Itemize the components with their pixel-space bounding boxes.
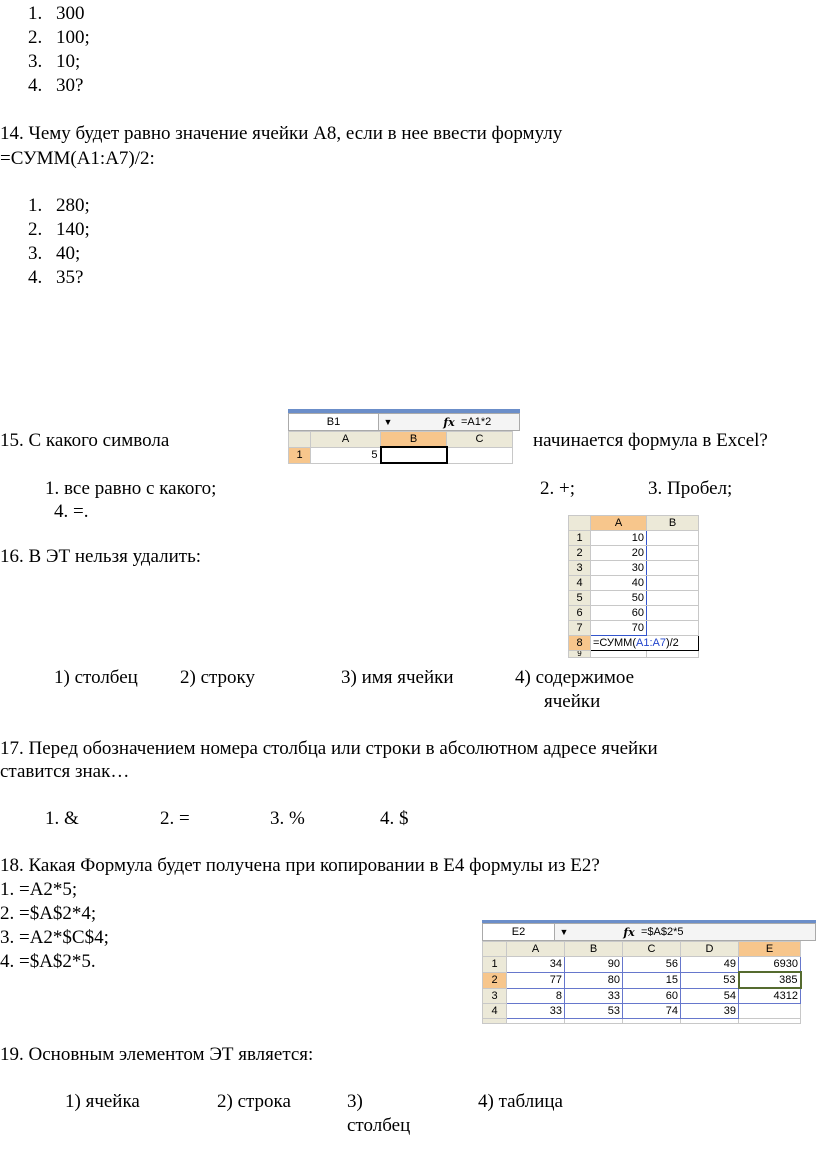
- cell-c5[interactable]: [623, 1019, 681, 1024]
- cell-e5[interactable]: [739, 1019, 801, 1024]
- q19-question: 19. Основным элементом ЭТ является:: [0, 1044, 314, 1065]
- fx-icon[interactable]: fx: [623, 925, 635, 939]
- cell-d4[interactable]: 39: [681, 1004, 739, 1019]
- q19-opt4: 4) таблица: [478, 1091, 563, 1112]
- q14-opt2-text: 140;: [56, 219, 90, 240]
- row-header-1[interactable]: 1: [483, 957, 507, 973]
- col-header-c[interactable]: C: [447, 432, 513, 448]
- cell-b1[interactable]: 90: [565, 957, 623, 973]
- cell-b6[interactable]: [647, 606, 699, 621]
- cell-a2[interactable]: 20: [591, 546, 647, 561]
- cell-b2[interactable]: [647, 546, 699, 561]
- cell-a2[interactable]: 77: [507, 972, 565, 988]
- cell-b7[interactable]: [647, 621, 699, 636]
- row-header-5[interactable]: 5: [569, 591, 591, 606]
- row-header-4[interactable]: 4: [569, 576, 591, 591]
- corner-cell[interactable]: [569, 516, 591, 531]
- q18-opt3: 3. =А2*$С$4;: [0, 927, 109, 948]
- q15-opt1: 1. все равно с какого;: [45, 478, 217, 499]
- cell-a6[interactable]: 60: [591, 606, 647, 621]
- q16-question: 16. В ЭТ нельзя удалить:: [0, 546, 202, 567]
- col-header-a[interactable]: A: [591, 516, 647, 531]
- q14-opt1-text: 280;: [56, 195, 90, 216]
- cell-e4[interactable]: [739, 1004, 801, 1019]
- row-header-4[interactable]: 4: [483, 1004, 507, 1019]
- q13-opt1-num: 1.: [28, 3, 43, 24]
- col-header-b[interactable]: B: [647, 516, 699, 531]
- cell-c4[interactable]: 74: [623, 1004, 681, 1019]
- q16-opt2: 2) строку: [180, 667, 256, 688]
- q17-question-line2: ставится знак…: [0, 761, 130, 782]
- cell-c1[interactable]: 56: [623, 957, 681, 973]
- q13-opt2-num: 2.: [28, 27, 43, 48]
- row-header-8[interactable]: 8: [569, 636, 591, 651]
- corner-cell[interactable]: [483, 942, 507, 957]
- name-box[interactable]: B1: [289, 414, 379, 430]
- cell-e2-active[interactable]: 385: [739, 972, 801, 988]
- cell-e3[interactable]: 4312: [739, 988, 801, 1004]
- cell-b3[interactable]: [647, 561, 699, 576]
- cell-b2[interactable]: 80: [565, 972, 623, 988]
- cell-d3[interactable]: 54: [681, 988, 739, 1004]
- q18-question: 18. Какая Формула будет получена при копировании в Е4 формулы из Е2?: [0, 855, 600, 876]
- cell-a7[interactable]: 70: [591, 621, 647, 636]
- cell-b4[interactable]: 53: [565, 1004, 623, 1019]
- q14-opt3-num: 3.: [28, 243, 43, 264]
- q18-opt1: 1. =А2*5;: [0, 879, 78, 900]
- q16-opt1: 1) столбец: [54, 667, 138, 688]
- cell-a4[interactable]: 33: [507, 1004, 565, 1019]
- row-header-3[interactable]: 3: [483, 988, 507, 1004]
- cell-c3[interactable]: 60: [623, 988, 681, 1004]
- cell-b3[interactable]: 33: [565, 988, 623, 1004]
- col-header-b[interactable]: B: [381, 432, 447, 448]
- sheet-grid: [288, 431, 513, 464]
- q15-opt4: 4. =.: [54, 501, 89, 522]
- formula-part-3: )/2: [665, 637, 679, 649]
- formula-bar: [482, 923, 816, 941]
- row-header-5-partial[interactable]: [483, 1019, 507, 1024]
- row-header-2[interactable]: 2: [483, 972, 507, 988]
- q17-question-line1: 17. Перед обозначением номера столбца или строки в абсолютном адресе ячейки: [0, 738, 658, 759]
- cell-d2[interactable]: 53: [681, 972, 739, 988]
- q14-opt4-text: 35?: [56, 267, 84, 288]
- col-header-c[interactable]: C: [623, 942, 681, 957]
- dropdown-arrow-icon[interactable]: ▼: [383, 417, 393, 427]
- q16-opt4: 4) содержимое: [515, 667, 635, 688]
- dropdown-arrow-icon[interactable]: ▼: [559, 927, 569, 937]
- formula-part-1: =СУММ(: [593, 637, 636, 649]
- q13-opt1-text: 300: [56, 3, 85, 24]
- q19-opt3-line2: столбец: [347, 1115, 411, 1136]
- q14-opt3-text: 40;: [56, 243, 81, 264]
- q13-opt3-num: 3.: [28, 51, 43, 72]
- excel-screenshot-1: [288, 409, 520, 464]
- q16-opt4-line2: ячейки: [544, 691, 601, 712]
- cell-b5[interactable]: [565, 1019, 623, 1024]
- col-header-b[interactable]: B: [565, 942, 623, 957]
- row-header-7[interactable]: 7: [569, 621, 591, 636]
- row-header-3[interactable]: 3: [569, 561, 591, 576]
- q15-question-left: 15. С какого символа: [0, 430, 170, 451]
- cell-a1[interactable]: 10: [591, 531, 647, 546]
- q19-opt3: 3): [347, 1091, 363, 1112]
- q14-opt2-num: 2.: [28, 219, 43, 240]
- cell-b4[interactable]: [647, 576, 699, 591]
- q13-opt4-text: 30?: [56, 75, 84, 96]
- q17-opt1: 1. &: [45, 808, 79, 829]
- row-header-2[interactable]: 2: [569, 546, 591, 561]
- corner-cell[interactable]: [289, 432, 311, 448]
- q16-opt3: 3) имя ячейки: [341, 667, 454, 688]
- formula-range-ref: A1:A7: [635, 637, 666, 649]
- q13-opt4-num: 4.: [28, 75, 43, 96]
- formula-text[interactable]: =A1*2: [461, 416, 492, 428]
- q17-opt4: 4. $: [380, 808, 409, 829]
- cell-a5[interactable]: [507, 1019, 565, 1024]
- col-header-a[interactable]: A: [507, 942, 565, 957]
- excel-screenshot-2: [568, 515, 708, 658]
- cell-c2[interactable]: 15: [623, 972, 681, 988]
- cell-b1[interactable]: [647, 531, 699, 546]
- cell-a3[interactable]: 8: [507, 988, 565, 1004]
- q18-opt2: 2. =$А$2*4;: [0, 903, 97, 924]
- col-header-a[interactable]: A: [311, 432, 381, 448]
- q15-question-right: начинается формула в Excel?: [533, 430, 768, 451]
- excel-screenshot-3: [482, 920, 816, 1024]
- sheet-grid: [482, 941, 802, 1024]
- q15-opt3: 3. Пробел;: [648, 478, 733, 499]
- row-header-1[interactable]: 1: [289, 447, 311, 463]
- cell-c1[interactable]: [447, 447, 513, 463]
- q17-opt2: 2. =: [160, 808, 190, 829]
- cell-a4[interactable]: 40: [591, 576, 647, 591]
- q19-opt2: 2) строка: [217, 1091, 291, 1112]
- q14-opt4-num: 4.: [28, 267, 43, 288]
- q14-question-line2: =СУММ(А1:А7)/2:: [0, 148, 155, 169]
- q13-opt2-text: 100;: [56, 27, 90, 48]
- cell-a3[interactable]: 30: [591, 561, 647, 576]
- q17-opt3: 3. %: [270, 808, 305, 829]
- col-header-e[interactable]: E: [739, 942, 801, 957]
- q14-opt1-num: 1.: [28, 195, 43, 216]
- fx-icon[interactable]: fx: [443, 415, 455, 429]
- cell-a8-editing[interactable]: [591, 636, 699, 651]
- cell-b9[interactable]: [647, 651, 699, 658]
- row-header-9[interactable]: 9: [569, 651, 591, 658]
- cell-d5[interactable]: [681, 1019, 739, 1024]
- cell-a5[interactable]: 50: [591, 591, 647, 606]
- cell-b5[interactable]: [647, 591, 699, 606]
- row-header-1[interactable]: 1: [569, 531, 591, 546]
- cell-a1[interactable]: 5: [311, 447, 381, 463]
- q18-opt4: 4. =$А$2*5.: [0, 951, 96, 972]
- cell-a9[interactable]: [591, 651, 647, 658]
- cell-d1[interactable]: 49: [681, 957, 739, 973]
- formula-text[interactable]: =$A$2*5: [641, 926, 684, 938]
- cell-e1[interactable]: 6930: [739, 957, 801, 973]
- name-box[interactable]: E2: [483, 924, 555, 940]
- sheet-grid: [568, 515, 699, 658]
- row-header-6[interactable]: 6: [569, 606, 591, 621]
- q19-opt1: 1) ячейка: [65, 1091, 140, 1112]
- col-header-d[interactable]: D: [681, 942, 739, 957]
- cell-a1[interactable]: 34: [507, 957, 565, 973]
- cell-b1-active[interactable]: [381, 447, 447, 463]
- formula-bar: [288, 413, 520, 431]
- q15-opt2: 2. +;: [540, 478, 575, 499]
- q14-question-line1: 14. Чему будет равно значение ячейки А8, если в нее ввести формулу: [0, 123, 563, 144]
- q13-opt3-text: 10;: [56, 51, 81, 72]
